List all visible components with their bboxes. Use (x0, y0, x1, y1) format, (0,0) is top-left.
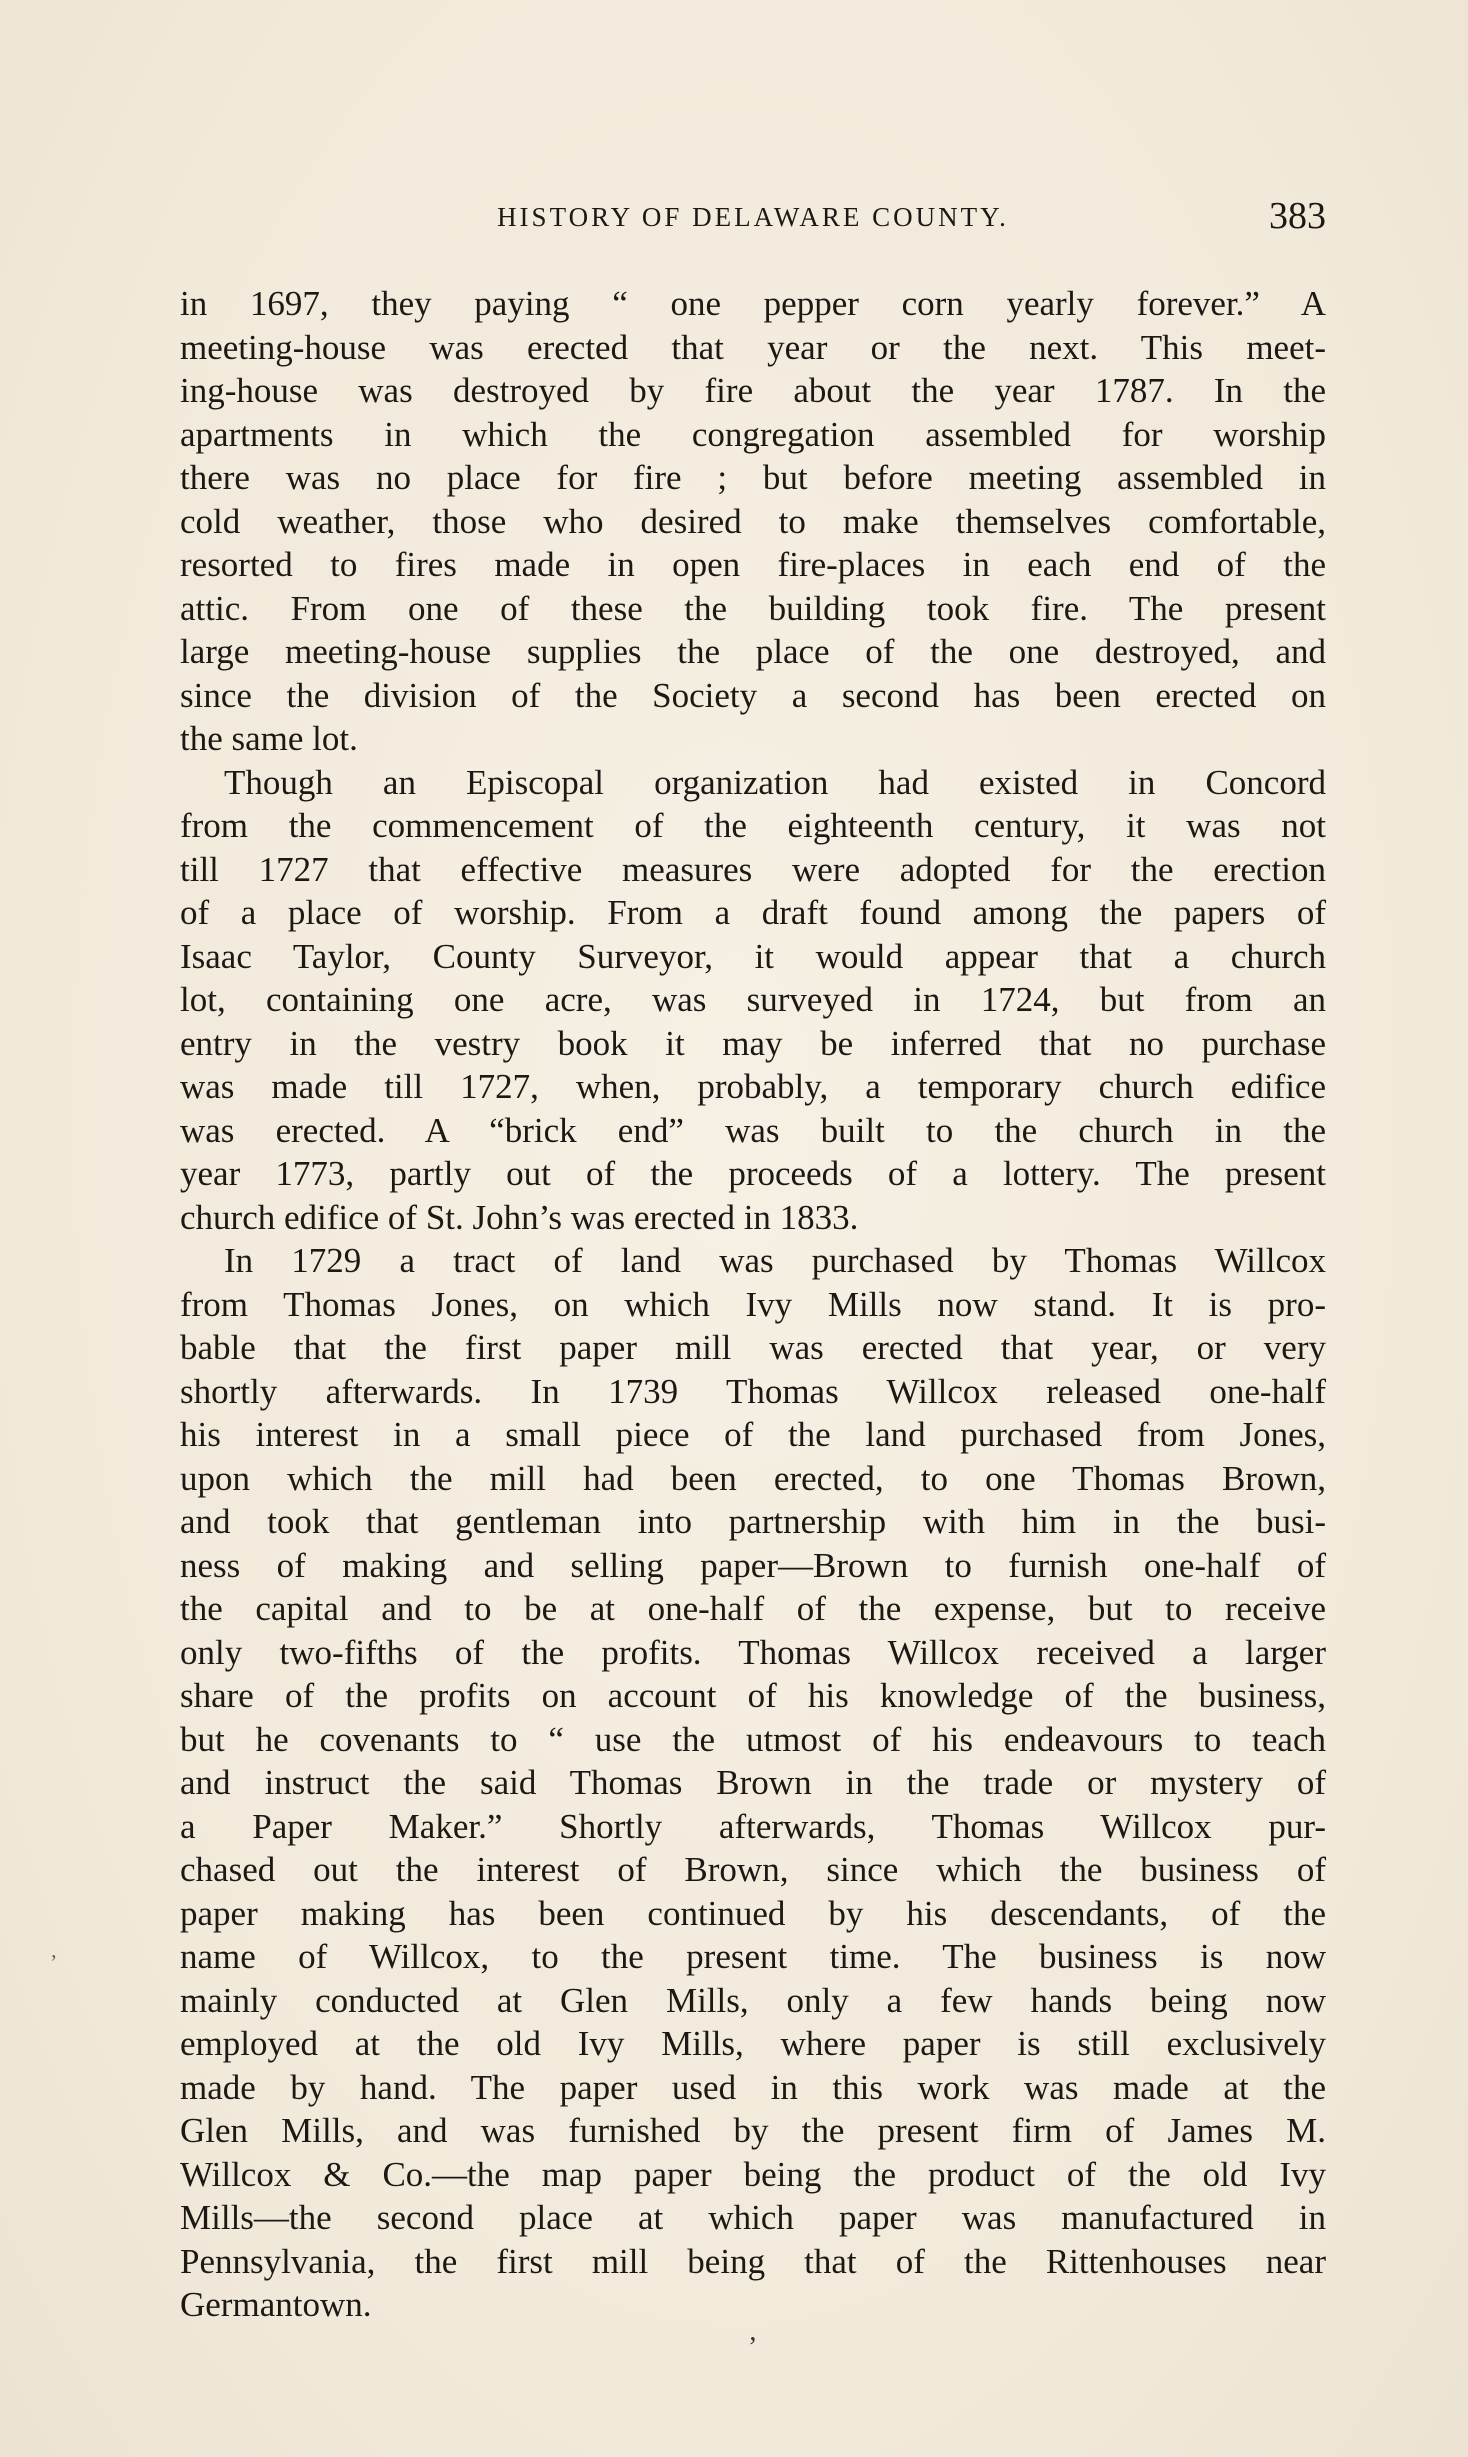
stray-mark: ’ (748, 2332, 758, 2363)
text-line: in 1697, they paying “ one pepper corn yearly forever.” A (180, 284, 1326, 323)
text-line: from the commencement of the eighteenth century, it was not (180, 806, 1326, 845)
text-line: made by hand. The paper used in this work was made at the (180, 2067, 1326, 2107)
paragraph-meeting-house (180, 282, 1326, 761)
text-line: Willcox & Co.—the map paper being the product of the old Ivy (180, 2154, 1326, 2194)
text-line: large meeting-house supplies the place of the one destroyed, and (180, 632, 1326, 671)
text-line: employed at the old Ivy Mills, where paper is still exclusively (180, 2024, 1326, 2063)
text-line: Mills—the second place at which paper was manufactured in (180, 2198, 1326, 2237)
text-line: since the division of the Society a second has been erected on (180, 675, 1326, 715)
text-line: was made till 1727, when, probably, a temporary church edifice (180, 1067, 1326, 1106)
text-line: bable that the first paper mill was erected that year, or very (180, 1328, 1326, 1367)
margin-tick: ʼ (50, 1950, 58, 1975)
text-line: Though an Episcopal organization had existed in Concord (224, 762, 1326, 802)
text-line: name of Willcox, to the present time. The business is now (180, 1937, 1326, 1976)
text-line: of a place of worship. From a draft found among the papers of (180, 893, 1326, 932)
text-line: from Thomas Jones, on which Ivy Mills now stand. It is pro- (180, 1284, 1326, 1324)
text-line: a Paper Maker.” Shortly afterwards, Thomas Willcox pur- (180, 1806, 1326, 1846)
text-line: the capital and to be at one-half of the expense, but to receive (180, 1589, 1326, 1628)
text-line: upon which the mill had been erected, to one Thomas Brown, (180, 1458, 1326, 1498)
text-line: meeting-house was erected that year or the next. This meet- (180, 327, 1326, 367)
text-line: church edifice of St. John’s was erected in 1833. (180, 1197, 859, 1237)
text-line: lot, containing one acre, was surveyed in 1724, but from an (180, 980, 1326, 1019)
text-line: his interest in a small piece of the land purchased from Jones, (180, 1415, 1326, 1454)
text-line: but he covenants to “ use the utmost of his endeavours to teach (180, 1719, 1326, 1759)
text-line: there was no place for fire ; but before meeting assembled in (180, 458, 1326, 497)
text-line: paper making has been continued by his descendants, of the (180, 1893, 1326, 1933)
text-line: ing-house was destroyed by fire about the year 1787. In the (180, 371, 1326, 410)
text-line: and instruct the said Thomas Brown in the trade or mystery of (180, 1763, 1326, 1802)
running-head (180, 195, 1326, 242)
paragraph-ivy-mills (180, 1239, 1326, 2327)
text-line: Isaac Taylor, County Surveyor, it would appear that a church (180, 936, 1326, 976)
text-line: In 1729 a tract of land was purchased by Thomas Willcox (224, 1241, 1326, 1280)
page-number: 383 (1269, 195, 1326, 237)
text-line: was erected. A “brick end” was built to the church in the (180, 1110, 1326, 1150)
body-text (180, 282, 1326, 2327)
text-line: apartments in which the congregation assembled for worship (180, 414, 1326, 454)
text-line: Pennsylvania, the first mill being that of the Rittenhouses near (180, 2241, 1326, 2281)
text-line: share of the profits on account of his knowledge of the business, (180, 1676, 1326, 1715)
text-line: till 1727 that effective measures were adopted for the erection (180, 849, 1326, 889)
text-line: and took that gentleman into partnership with him in the busi- (180, 1502, 1326, 1541)
text-line: resorted to fires made in open fire-places in each end of the (180, 545, 1326, 584)
text-line: only two-fifths of the profits. Thomas Willcox received a larger (180, 1632, 1326, 1672)
text-line: cold weather, those who desired to make themselves comfortable, (180, 501, 1326, 541)
paragraph-episcopal-church (180, 761, 1326, 1240)
text-line: ness of making and selling paper—Brown to furnish one-half of (180, 1545, 1326, 1585)
text-line: year 1773, partly out of the proceeds of a lottery. The present (180, 1154, 1326, 1193)
text-line: entry in the vestry book it may be inferred that no purchase (180, 1023, 1326, 1063)
text-line: Glen Mills, and was furnished by the present firm of James M. (180, 2111, 1326, 2150)
text-line: chased out the interest of Brown, since which the business of (180, 1850, 1326, 1889)
text-line: the same lot. (180, 719, 358, 758)
text-line: shortly afterwards. In 1739 Thomas Willcox released one-half (180, 1371, 1326, 1411)
text-line: mainly conducted at Glen Mills, only a few hands being now (180, 1980, 1326, 2020)
text-line: Germantown. (180, 2285, 372, 2324)
running-title: HISTORY OF DELAWARE COUNTY. (497, 202, 1009, 232)
text-line: attic. From one of these the building took fire. The present (180, 588, 1326, 628)
